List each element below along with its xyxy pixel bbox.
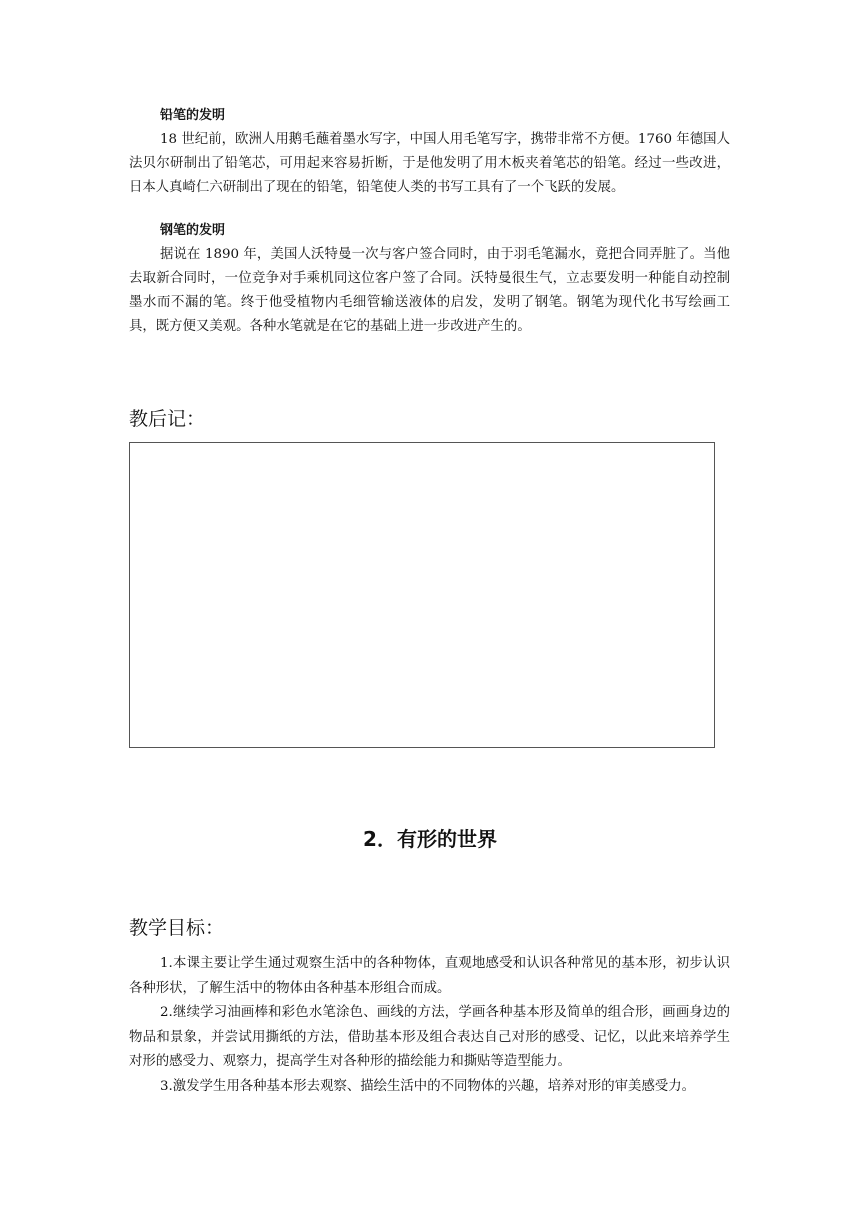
pen-paragraph: 据说在 1890 年，美国人沃特曼一次与客户签合同时，由于羽毛笔漏水，竟把合同弄脏了。当他去取新合同时，一位竞争对手乘机同这位客户签了合同。沃特曼很生气，立志要发明一种能自动控制墨水而不漏的笔。终于他受植物内毛细管输送液体的启发，发明了钢笔。钢笔为现代化书写绘画工具，既方便又美观。各种水笔就是在它的基础上进一步改进产生的。 <box>129 247 730 334</box>
objective-item: 1.本课主要让学生通过观察生活中的各种物体，直观地感受和认识各种常见的基本形，初步认识各种形状，了解生活中的物体由各种基本形组合而成。 <box>129 956 730 996</box>
lesson-title: 2．有形的世界 <box>363 827 497 851</box>
notes-box[interactable] <box>129 442 715 748</box>
notes-heading-wrap <box>129 406 730 432</box>
pen-heading: 钢笔的发明 <box>160 223 226 238</box>
objectives-list <box>129 952 730 1099</box>
objectives-heading: 教学目标： <box>129 917 225 939</box>
objective-item: 3.激发学生用各种基本形去观察、描绘生活中的不同物体的兴趣，培养对形的审美感受力。 <box>160 1078 696 1094</box>
pen-section <box>129 219 730 339</box>
pencil-paragraph: 18 世纪前，欧洲人用鹅毛蘸着墨水写字，中国人用毛笔写字，携带非常不方便。1760 年德国人法贝尔研制出了铅笔芯，可用起来容易折断，于是他发明了用木板夹着笔芯的铅笔。经过一些改进，日本人真崎仁六研制出了现在的铅笔，铅笔使人类的书写工具有了一个飞跃的发展。 <box>129 132 730 195</box>
pencil-section <box>129 104 730 200</box>
notes-heading: 教后记： <box>129 408 206 430</box>
objectives-heading-wrap <box>129 915 730 941</box>
pencil-heading: 铅笔的发明 <box>160 108 226 123</box>
objective-item: 2.继续学习油画棒和彩色水笔涂色、画线的方法，学画各种基本形及简单的组合形，画画身边的物品和景象，并尝试用撕纸的方法，借助基本形及组合表达自己对形的感受、记忆，以此来培养学生对形的感受力、观察力，提高学生对各种形的描绘能力和撕贴等造型能力。 <box>129 1005 730 1069</box>
